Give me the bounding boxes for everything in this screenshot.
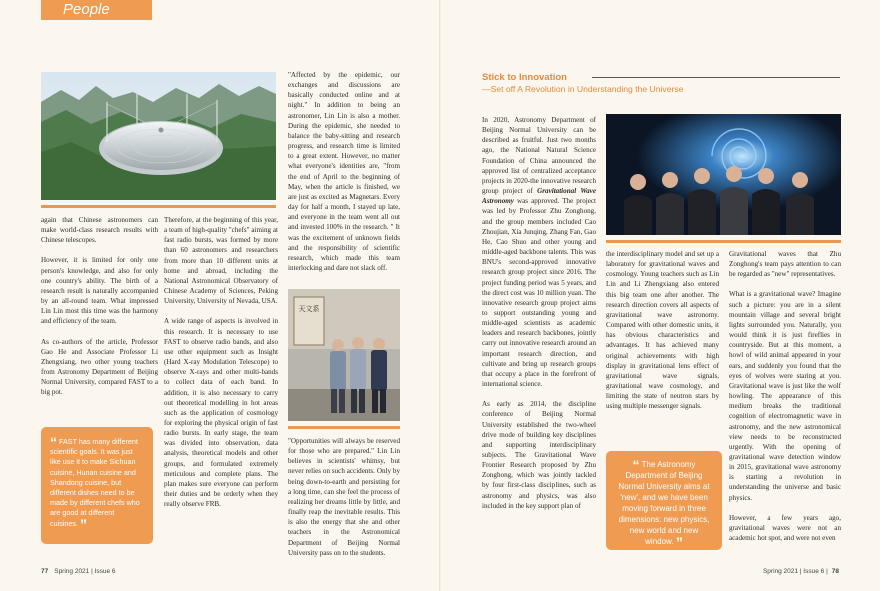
paragraph: In 2020, Astronomy Department of Beijing Normal University can be described as fruitful. Just two months ago, the National Natural Science Foundation of China announced the approved list of centralized acceptance projects in 2020-the innovative research group project of Gravitational Wave Astronomy was approved. The project was led by Professor Zhu Zonghong, and the group members included Cao Zhoujian, Xia Junqing, Zhang Fan, Gao He, Cao Shuo and other young and middle-aged backbone talents. This was BNU's second-approved innovative research group project since 2016. The project funding period was 5 years, and the direct cost was 10 million yuan. The innovative research group project aims to support outstanding young and middle-aged scientists as academic leaders and research backbones, jointly carry out innovative research around an important research direction, and cultivate and bring up research groups that occupy a place in the forefront of international science.	[482, 116, 596, 389]
left-column-3-bottom	[288, 436, 400, 568]
section-subheading: —Set off A Revolution in Understanding the Universe	[482, 84, 684, 94]
page-number: 77	[41, 568, 49, 575]
issue-label: Spring 2021 | Issue 6 |	[762, 568, 828, 575]
left-column-1	[41, 215, 158, 408]
heading-rule	[592, 77, 840, 78]
quote-text: FAST has many different scientific goals. It was just like use it to make Sichuan cuisine, Hunan cuisine and Shandong cuisine, but different dishes need to be made by different chefs who are good at different cuisines.	[50, 437, 140, 528]
paragraph: "Opportunities will always be reserved for those who are prepared." Lin Lin believes in scientists' whimsy, but never relies on such accidents. Only by being down-to-earth and persisting for a long time, can she feel the process of realizing her dreams little by little, and finally reap the inevitable results. This is also the energy that she and other teachers in the Astronomical Department of Beijing Normal University pass on to the students.	[288, 437, 400, 557]
section-tag: People	[41, 0, 152, 20]
team-galaxy-photo	[606, 114, 841, 238]
quote-text: The Astronomy Department of Beijing Normal University aims at 'new', and we have been moving forward in three dimensions: new physics, new world and new window.	[618, 460, 710, 546]
paragraph: "Affected by the epidemic, our exchanges and discussions are basically conducted online and at night." In addition to being an astronomer, Lin Lin is also a mother. During the epidemic, she needed to balance the baby-sitting and research progress, and research time is limited to a great extent. However, no matter what everyone's identities are, "from the end of April to the beginning of May, when the article is finished, we are just as excited as Magnetars. Every day for half a month, I stayed up late, and everyone in the team went all out and invested 100% in the research. " It was the excitement of unknown fields and the responsibility of scientific research, which made this team interlocking and dare not slack off.	[288, 71, 400, 272]
left-column-3	[288, 70, 400, 283]
issue-label: Spring 2021 | Issue 6	[54, 568, 116, 575]
paragraph: the interdisciplinary model and set up a laboratory for gravitational waves and cosmology. Young teachers such as Lin Lin and Li Zhengxiang also entered this big team one after another. The research direction covers all aspects of gravitational wave astronomy. Compared with other domestic units, it has obvious characteristics and advantages. It has achieved many original achievements with high display in gravitational lens effect of gravitational wave signals, gravitational wave cosmology, and limiting the state of neutron stars by using multiple messenger signals.	[606, 250, 719, 411]
project-title: Gravitational Wave Astronomy	[482, 187, 596, 206]
team-image	[288, 289, 400, 421]
left-column-2	[164, 215, 278, 519]
paragraph: What is a gravitational wave? Imagine such a picture: you are in a silent mountain village and several bright lights surrounded you. Naturally, you would think it is just fireflies in countryside. But at this moment, a howl of wild animal appeared in your ears, and suddenly you found that the eyes of wolves were staring at you. Gravitational wave is just like the wolf howling. The appearance of this medium breaks the traditional cognition of electromagnetic wave in astronomy, and the new astronomical view needs to be reconstructed urgently. With the opening of gravitational wave detection window in 2015, gravitational wave astronomy is starting a revolution in understanding the universe and basic physics.	[729, 290, 841, 502]
paragraph: again that Chinese astronomers can make world-class research results with Chinese telescopes.	[41, 216, 158, 245]
page-spine	[439, 0, 441, 591]
close-quote-icon: ”	[79, 515, 87, 532]
photo-accent-bar	[41, 205, 276, 208]
paragraph: As early as 2014, the discipline conference of Beijing Normal University established the two-wheel drive mode of building key disciplines and supporting interdisciplinary subjects. The Gravitational Wave Frontier Research proposed by Zhu Zonghong, which was jointly tackled by four first-class disciplines, such as astronomy and physics, was also included in the key support plan of	[482, 400, 596, 510]
paragraph: A wide range of aspects is involved in this research. It is necessary to use FAST to observe radio bands, and also use other equipment such as Insight (Hard X-ray Modulation Telescope) to observe X-rays and other multi-bands to collect data of each band. In addition, it is also necessary to carry out theoretical modelling in hot areas such as the application of cosmology for exploring the physical origin of fast radio bursts. In early stage, the team was divided into observation, data analysis, theoretical models and other groups, and formulated extremely meticulous and complete plans. The plan makes sure everyone can perform their duties and be orderly when they really observe FRB.	[164, 317, 278, 509]
right-column-1	[482, 115, 596, 521]
paragraph: Gravitational waves that Zhu Zonghong's team pays attention to can be regarded as "new" representatives.	[729, 250, 841, 279]
photo-accent-bar	[606, 240, 841, 243]
fast-telescope-photo	[41, 72, 276, 203]
pull-quote-fast	[41, 427, 153, 544]
telescope-image	[41, 72, 276, 200]
right-column-2	[606, 249, 719, 422]
galaxy-team-image	[606, 114, 841, 235]
footer-right	[763, 568, 839, 575]
open-quote-icon: “	[50, 434, 57, 450]
logo-char: 天文系	[298, 305, 320, 313]
right-column-3	[729, 249, 841, 553]
paragraph: Therefore, at the beginning of this year, a team of high-quality "chefs" aiming at fast radio bursts, was formed by more than 60 astronomers and researchers from more than 10 different units at home and abroad, including the National Astronomical Observatory of Chinese Academy of Sciences, Peking University, University of Nevada, USA.	[164, 216, 278, 306]
footer-left	[41, 568, 116, 575]
paragraph: As co-authors of the article, Professor Gao He and Associate Professor Li Zhengxiang, two other young teachers from Astronomy Department of Beijing Normal University, compared FAST to a big pot.	[41, 337, 158, 397]
photo-accent-bar	[288, 426, 400, 429]
close-quote-icon: ”	[675, 534, 683, 550]
team-photo-small	[288, 289, 400, 424]
pull-quote-astronomy	[606, 451, 722, 550]
paragraph: However, it is limited for only one person's knowledge, and also for only one country's ability. The birth of a research result is naturally accompanied by an all-round team. What impressed Lin Lin most this time was the harmony and efficiency of the team.	[41, 256, 158, 326]
page-number: 78	[831, 568, 839, 575]
open-quote-icon: “	[632, 457, 640, 473]
section-heading: Stick to Innovation	[482, 72, 567, 83]
paragraph: However, a few years ago, gravitational waves were not an academic hot spot, and were not even	[729, 513, 841, 543]
